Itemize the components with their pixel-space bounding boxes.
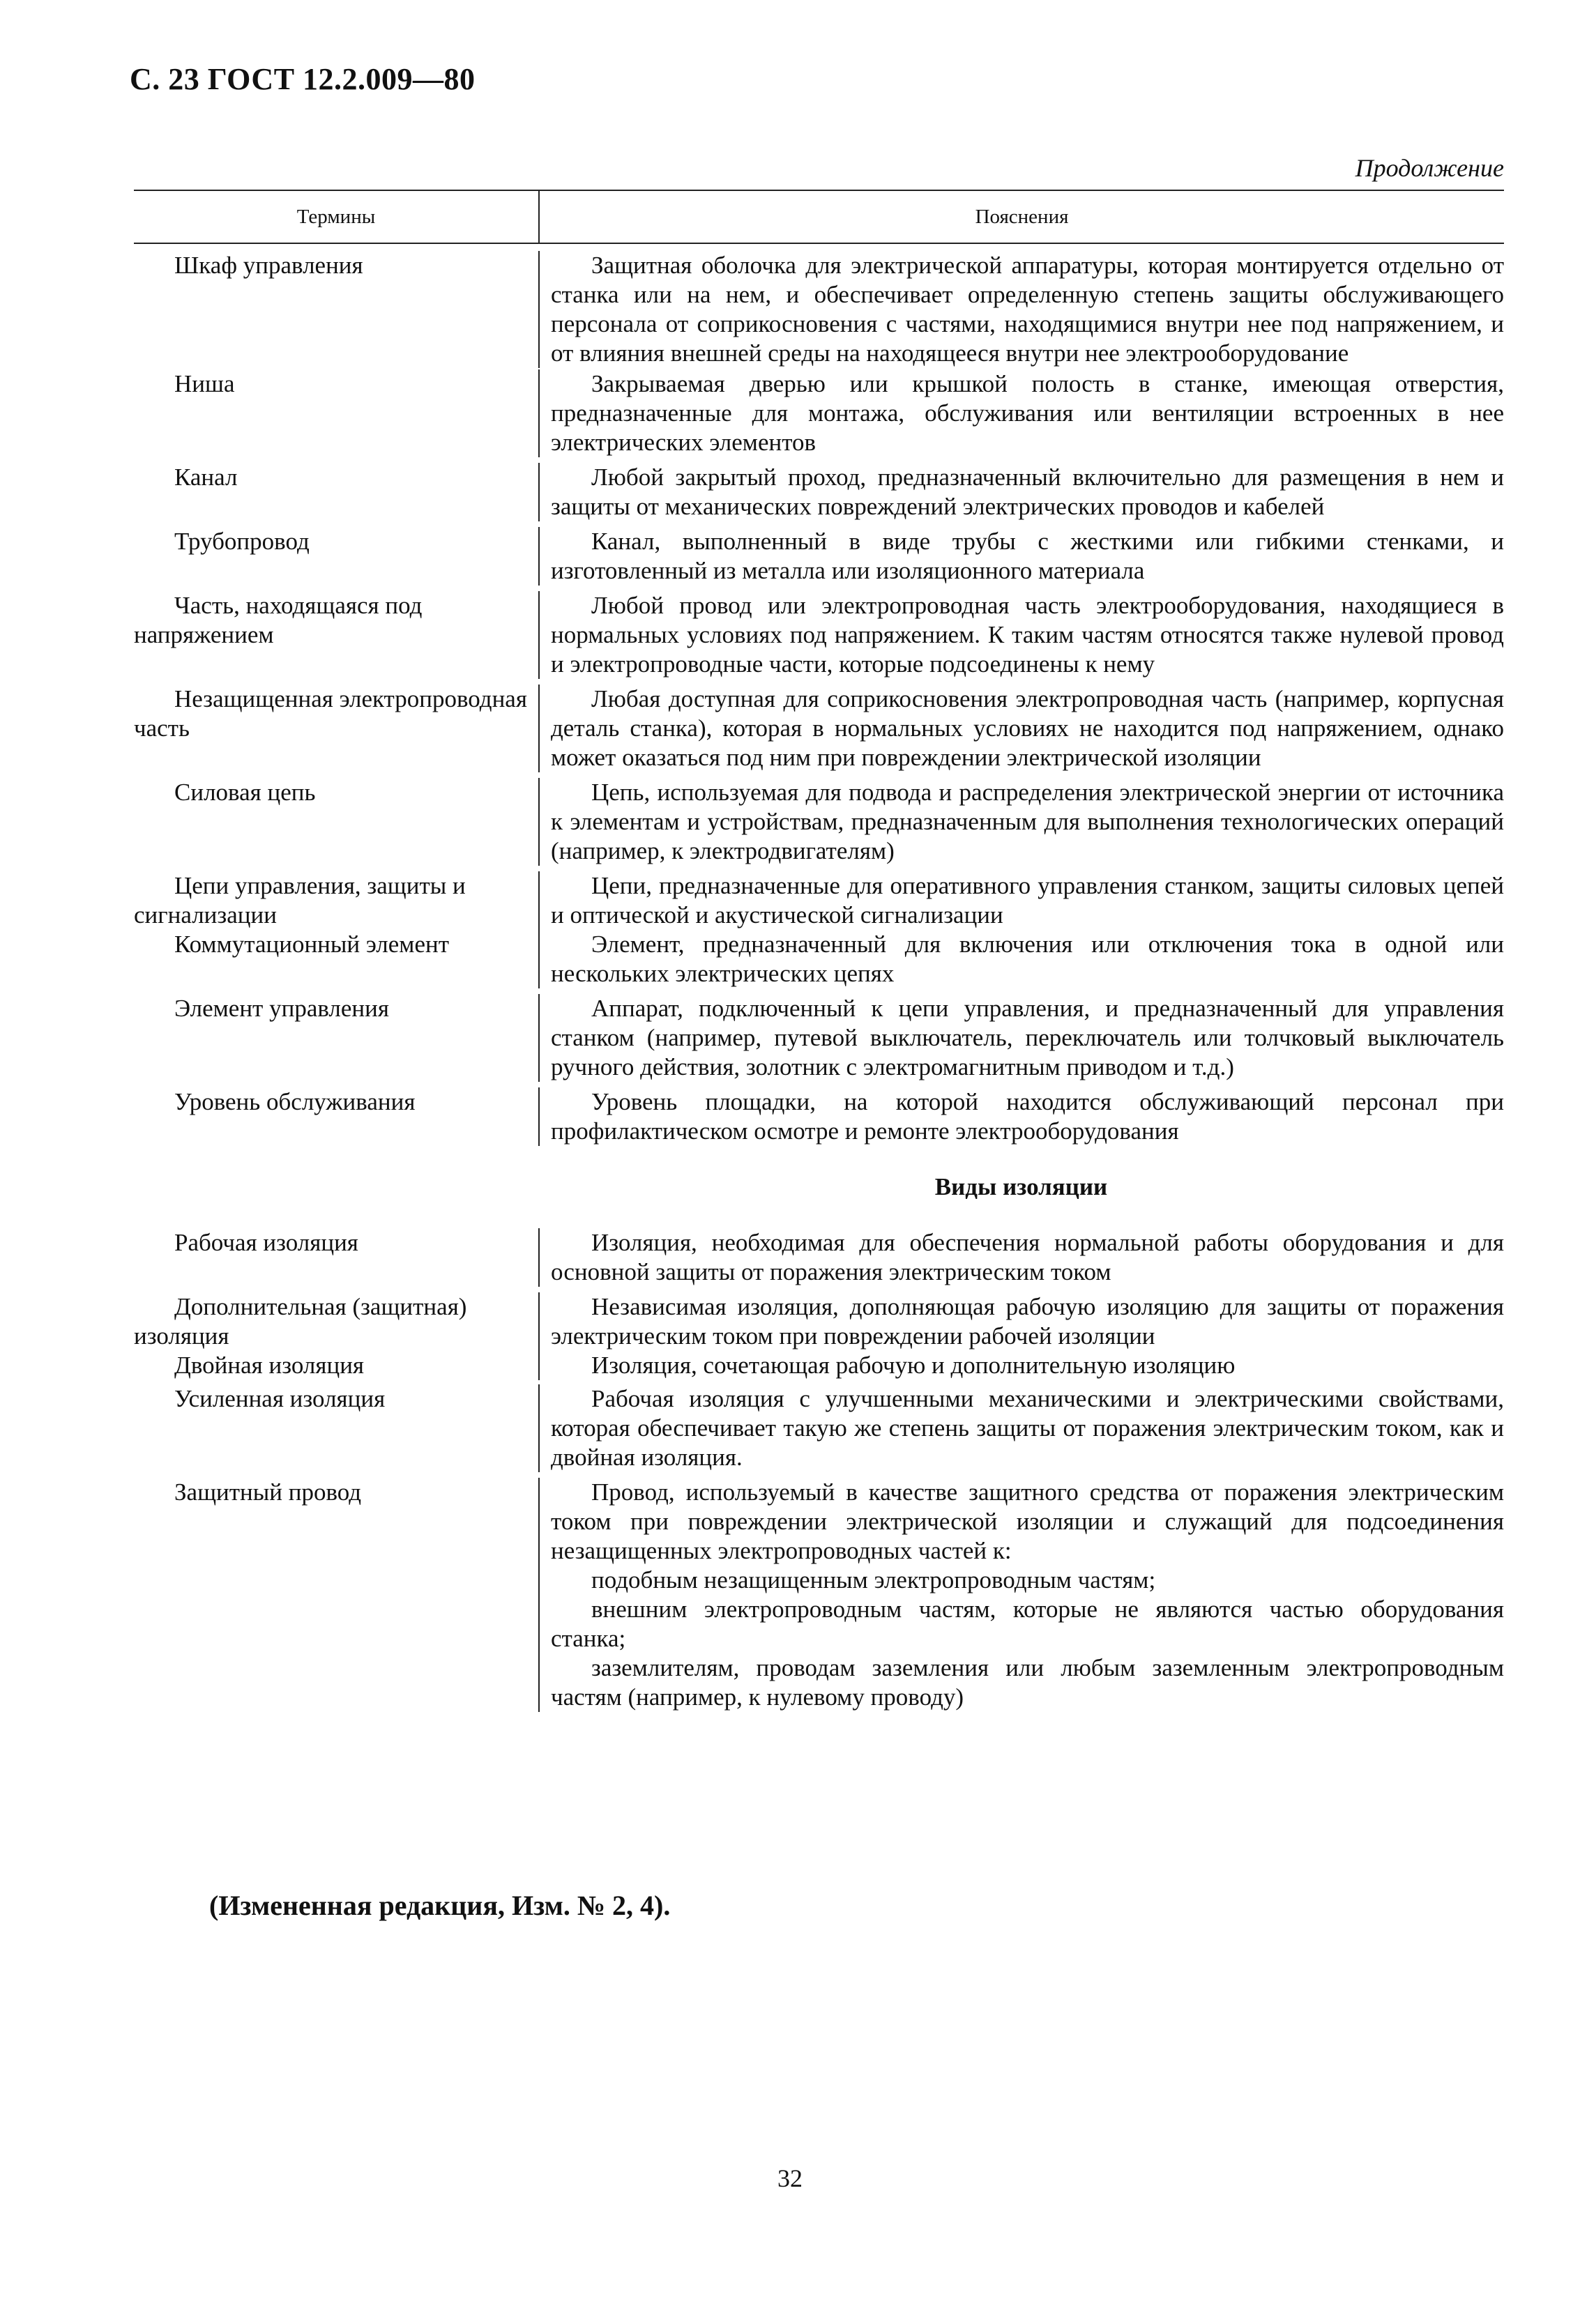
document-header: С. 23 ГОСТ 12.2.009—80	[130, 62, 476, 96]
table-row	[134, 251, 1504, 368]
description: Защитная оболочка для электрической аппаратуры, которая монтируется отдельно от станка или на нем, и обеспечивает определенную степень защиты обслуживающего персонала от соприкосновения с частями, находящимися внутри нее под напряжением, и от влияния внешней среды на находящееся внутри нее электрооборудование	[551, 252, 1504, 367]
table-row	[134, 871, 1504, 930]
section-title: Виды изоляции	[934, 1173, 1108, 1200]
description: Любой закрытый проход, предназначенный включительно для размещения в нем и защиты от механических повреждений электрических проводов и кабелей	[551, 464, 1504, 520]
description: Любой провод или электропроводная часть электрооборудования, находящиеся в нормальных условиях под напряжением. К таким частям относятся также нулевой провод и электропроводные части, которые подсоединены к нему	[551, 592, 1504, 678]
term: Цепи управления, защиты и сигнализации	[134, 872, 466, 928]
list-item: заземлителям, проводам заземления или любым заземленным электропроводным частям (например, к нулевому проводу)	[551, 1654, 1504, 1711]
list-item: внешним электропроводным частям, которые не являются частью оборудования станка;	[551, 1596, 1504, 1652]
table-row	[134, 994, 1504, 1082]
table-header	[134, 190, 1504, 244]
table-row	[134, 930, 1504, 988]
table-row	[134, 778, 1504, 866]
section-body	[134, 1228, 1504, 1712]
term: Уровень обслуживания	[174, 1088, 416, 1115]
description: Закрываемая дверью или крышкой полость в станке, имеющая отверстия, предназначенные для монтажа, обслуживания или вентиляции встроенных в нее электрических элементов	[551, 370, 1504, 456]
continuation-label: Продолжение	[1355, 154, 1504, 182]
description: Элемент, предназначенный для включения или отключения тока в одной или нескольких электрических цепях	[551, 931, 1504, 987]
column-header-explanations: Пояснения	[538, 191, 1504, 243]
term: Защитный провод	[174, 1478, 362, 1506]
description: Изоляция, сочетающая рабочую и дополнительную изоляцию	[591, 1352, 1236, 1379]
description: Цепи, предназначенные для оперативного управления станком, защиты силовых цепей и оптической и акустической сигнализации	[551, 872, 1504, 928]
term: Часть, находящаяся под напряжением	[134, 592, 423, 648]
table-row	[134, 685, 1504, 772]
table-row	[134, 1351, 1504, 1380]
table-row	[134, 1087, 1504, 1146]
term: Силовая цепь	[174, 779, 316, 806]
description: Рабочая изоляция с улучшенными механическими и электрическими свойствами, которая обеспечивает такую же степень защиты от поражения электрическим током, как и двойная изоляция.	[551, 1385, 1504, 1471]
term: Коммутационный элемент	[174, 931, 450, 958]
term: Незащищенная электропроводная часть	[134, 685, 527, 742]
term: Усиленная изоляция	[174, 1385, 386, 1412]
term: Рабочая изоляция	[174, 1229, 358, 1256]
description: Аппарат, подключенный к цепи управления, и предназначенный для управления станком (например, путевой выключатель, переключатель или толчковый выключатель ручного действия, золотник с электромагнитным приводом и т.д.)	[551, 995, 1504, 1080]
table-row	[134, 1478, 1504, 1712]
table-row	[134, 369, 1504, 457]
table-body	[134, 244, 1504, 1146]
term: Элемент управления	[174, 995, 389, 1022]
page-number: 32	[777, 2164, 803, 2192]
table-row	[134, 463, 1504, 521]
term: Двойная изоляция	[174, 1352, 365, 1379]
term: Ниша	[174, 370, 235, 397]
description: Независимая изоляция, дополняющая рабочую изоляцию для защиты от поражения электрическим током при повреждении рабочей изоляции	[551, 1293, 1504, 1350]
table-row	[134, 591, 1504, 679]
description: Цепь, используемая для подвода и распределения электрической энергии от источника к элементам и устройствам, предназначенным для выполнения технологических операций (например, к электродвигателям)	[551, 779, 1504, 864]
term: Трубопровод	[174, 528, 310, 555]
list-item: подобным незащищенным электропроводным частям;	[591, 1566, 1156, 1593]
description: Канал, выполненный в виде трубы с жесткими или гибкими стенками, и изготовленный из металла или изоляционного материала	[551, 528, 1504, 584]
revision-note: (Измененная редакция, Изм. № 2, 4).	[209, 1890, 671, 1921]
term: Дополнительная (защитная) изоляция	[134, 1293, 467, 1350]
term: Канал	[174, 464, 238, 491]
description: Провод, используемый в качестве защитного средства от поражения электрическим током при повреждении электрической изоляции и служащий для подсоединения незащищенных электропроводных частей к:	[551, 1478, 1504, 1564]
table-row	[134, 1292, 1504, 1351]
table-row	[134, 527, 1504, 586]
description: Любая доступная для соприкосновения электропроводная часть (например, корпусная деталь станка), которая в нормальных условиях не находится под напряжением, однако может оказаться под ним при повреждении электрической изоляции	[551, 685, 1504, 771]
terms-table	[134, 190, 1504, 1712]
description: Уровень площадки, на которой находится обслуживающий персонал при профилактическом осмотре и ремонте электрооборудования	[551, 1088, 1504, 1145]
description: Изоляция, необходимая для обеспечения нормальной работы оборудования и для основной защиты от поражения электрическим током	[551, 1229, 1504, 1285]
term: Шкаф управления	[174, 252, 363, 279]
table-row	[134, 1228, 1504, 1287]
column-header-terms: Термины	[296, 206, 376, 228]
table-row	[134, 1384, 1504, 1472]
